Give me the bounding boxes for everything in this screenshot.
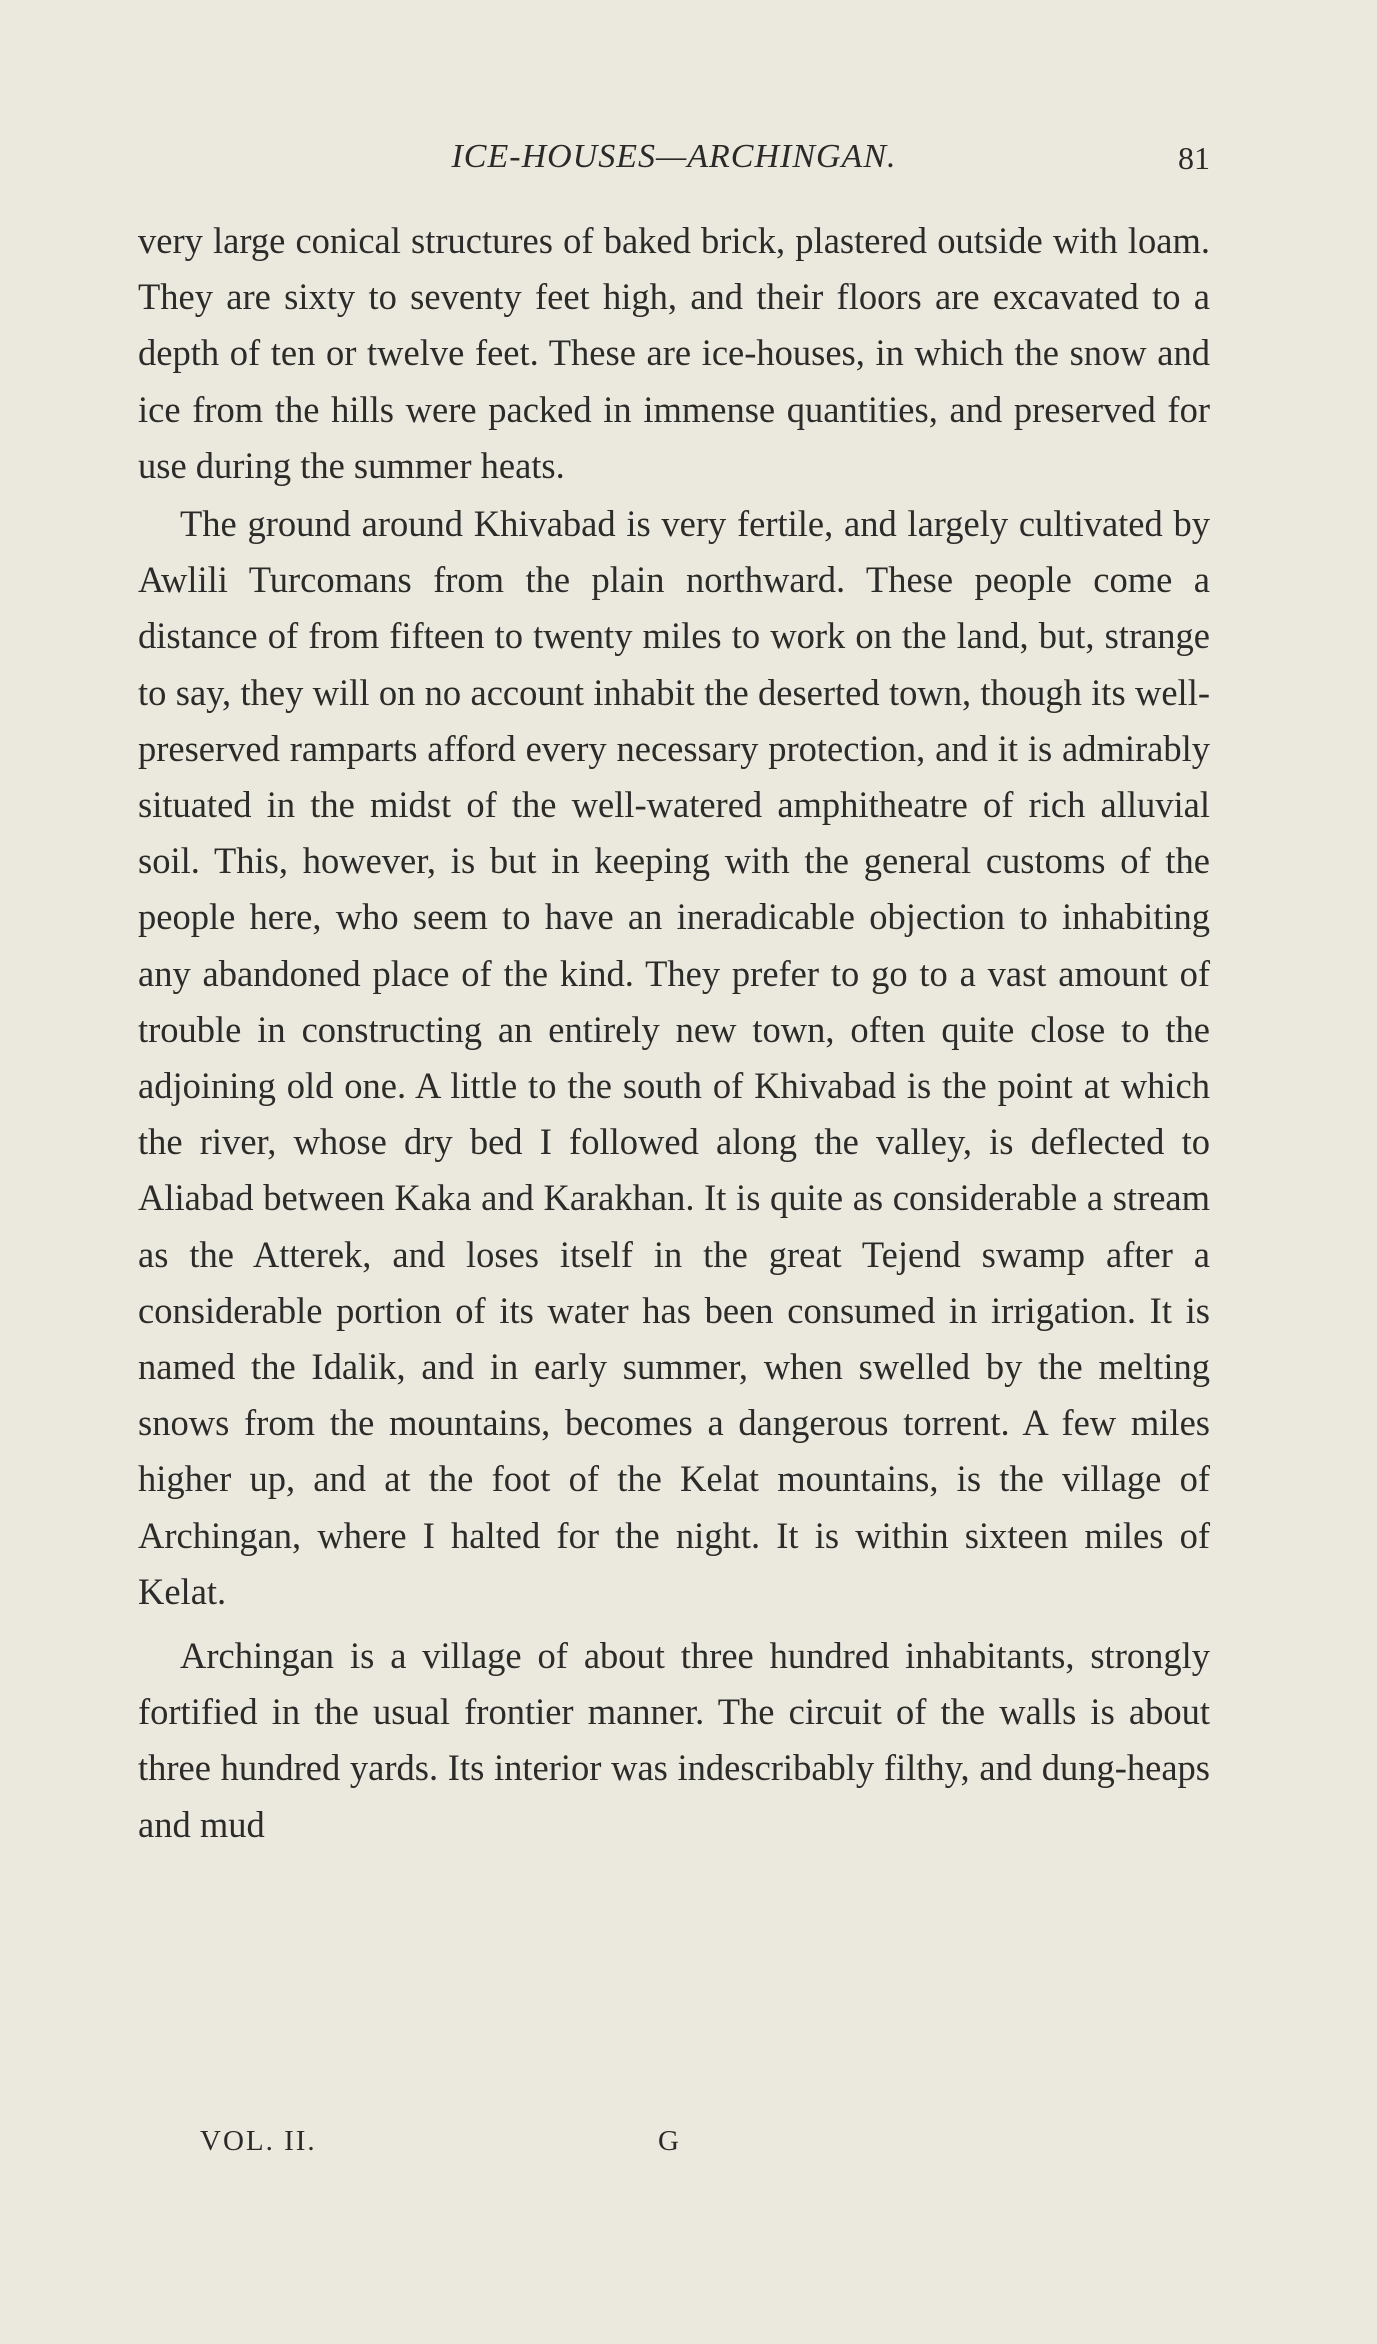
page-footer — [200, 2125, 800, 2169]
paragraph-continuation: very large conical structures of baked brick, plastered outside with loam. They are sixty to seventy feet high, and their floors are excavated to a depth of ten or twelve feet. These are ice-houses, in which the snow and ice from the hills were packed in immense quantities, and preserved for use during the summer heats. — [138, 220, 1210, 486]
paragraph-archingan: Archingan is a village of about three hundred inhabitants, strongly fortified in the usual frontier manner. The circuit of the walls is about three hundred yards. Its interior was indescribably filthy, and dung-heaps and mud — [138, 1635, 1210, 1845]
signature-mark: G — [658, 2125, 679, 2157]
page-header — [138, 138, 1210, 198]
page-number: 81 — [1178, 140, 1210, 176]
volume-label: VOL. II. — [200, 2125, 317, 2157]
running-head: ICE-HOUSES—ARCHINGAN. — [451, 138, 897, 175]
body-text — [138, 213, 1210, 1853]
paragraph-khivabad: The ground around Khivabad is very fertile, and largely cultivated by Awlili Turcomans from the plain northward. These people come a distance of from fifteen to twenty miles to work on the land, but, strange to say, they will on no account inhabit the deserted town, though its well-preserved ramparts afford every necessary protection, and it is admirably situated in the midst of the well-watered amphitheatre of rich alluvial soil. This, however, is but in keeping with the general customs of the people here, who seem to have an ineradicable objection to inhabiting any abandoned place of the kind. They prefer to go to a vast amount of trouble in constructing an entirely new town, often quite close to the adjoining old one. A little to the south of Khivabad is the point at which the river, whose dry bed I followed along the valley, is deflected to Aliabad between Kaka and Karakhan. It is quite as considerable a stream as the Atterek, and loses itself in the great Tejend swamp after a considerable portion of its water has been consumed in irrigation. It is named the Idalik, and in early summer, when swelled by the melting snows from the mountains, becomes a dangerous torrent. A few miles higher up, and at the foot of the Kelat mountains, is the village of Archingan, where I halted for the night. It is within sixteen miles of Kelat. — [138, 503, 1210, 1612]
